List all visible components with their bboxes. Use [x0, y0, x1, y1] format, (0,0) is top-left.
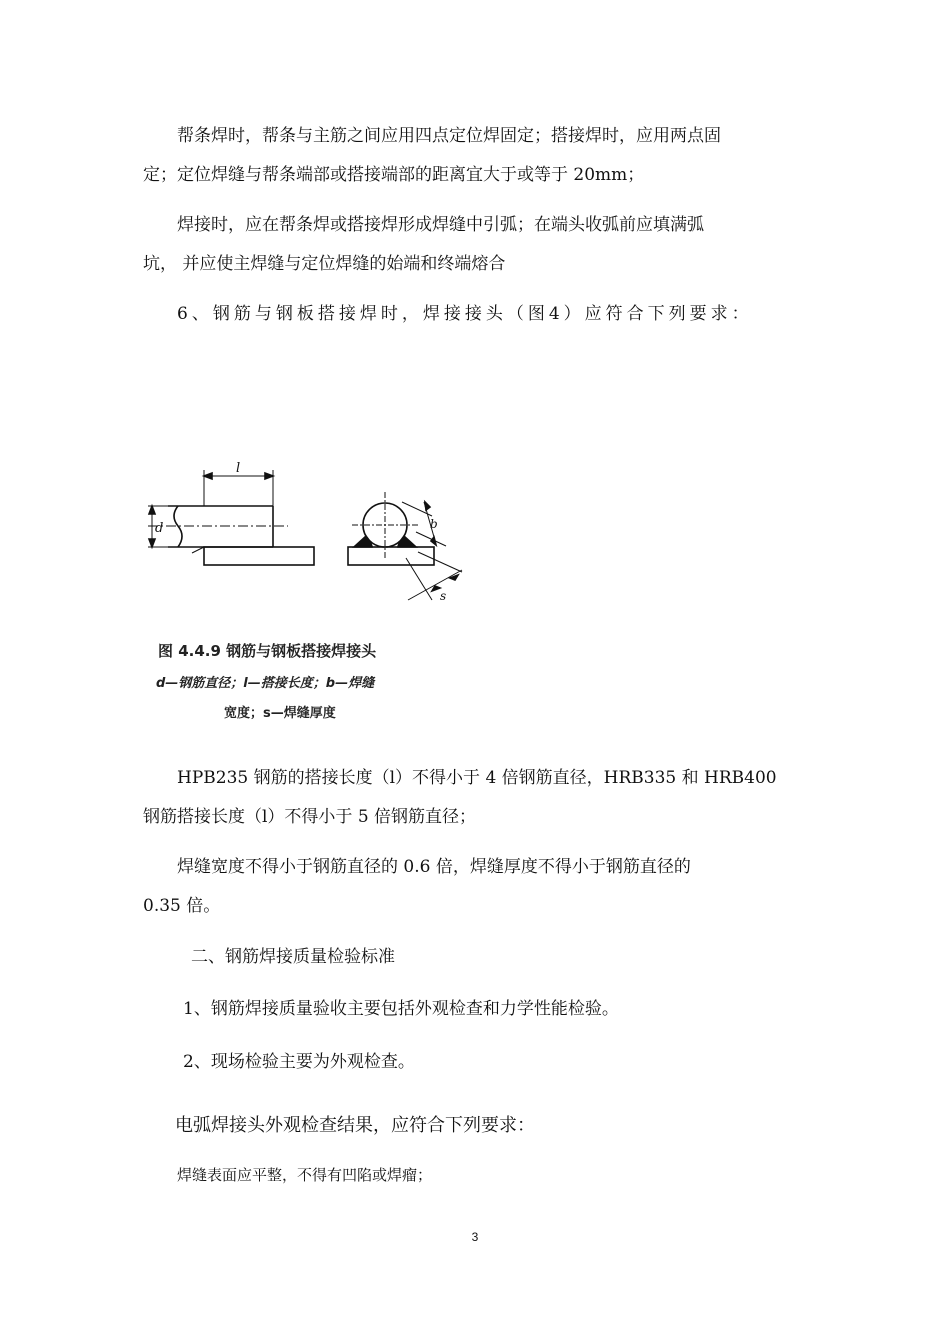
figure-caption-legend-cont: 宽度；s—焊缝厚度	[224, 706, 336, 721]
dim-label-d: d	[155, 521, 164, 536]
text-line: 1、钢筋焊接质量验收主要包括外观检查和力学性能检验。	[183, 999, 619, 1019]
text-line: 0.35 倍。	[143, 896, 221, 916]
dim-label-l: l	[236, 461, 241, 476]
text-line: 电弧焊接头外观检查结果，应符合下列要求：	[175, 1115, 535, 1136]
paragraph-lap-length	[143, 759, 813, 837]
paragraph-item-2	[143, 1043, 813, 1082]
paragraph-weld-width	[143, 848, 813, 926]
section-heading: 二、钢筋焊接质量检验标准	[191, 947, 395, 967]
paragraph-weld-surface	[143, 1156, 813, 1195]
page-number: 3	[471, 1230, 479, 1244]
text-line: 焊接时，应在帮条焊或搭接焊形成焊缝中引弧；在端头收弧前应填满弧	[177, 215, 704, 235]
text-line: 2、现场检验主要为外观检查。	[183, 1052, 415, 1072]
text-line: 焊缝宽度不得小于钢筋直径的 0.6 倍，焊缝厚度不得小于钢筋直径的	[177, 857, 691, 877]
paragraph-plate-lap-weld	[143, 295, 813, 334]
paragraph-tack-weld	[143, 117, 813, 195]
text-line: 帮条焊时，帮条与主筋之间应用四点定位焊固定；搭接焊时，应用两点固	[177, 126, 721, 146]
section-heading-quality	[143, 938, 813, 977]
paragraph-arc-inspection	[143, 1106, 813, 1145]
text-line: 定；定位焊缝与帮条端部或搭接端部的距离宜大于或等于 20mm；	[143, 165, 645, 185]
paragraph-item-1	[143, 990, 813, 1029]
dim-label-s: s	[440, 589, 447, 603]
text-line: 焊缝表面应平整，不得有凹陷或焊瘤；	[177, 1166, 433, 1184]
paragraph-arc-start	[143, 206, 813, 284]
text-line: 6、钢筋与钢板搭接焊时，焊接接头（图4）应符合下列要求：	[177, 304, 753, 324]
figure-caption-legend: d—钢筋直径；l—搭接长度；b—焊缝	[156, 676, 375, 691]
dim-label-b: b	[430, 517, 438, 531]
text-line: 坑， 并应使主焊缝与定位焊缝的始端和终端熔合	[143, 254, 506, 274]
figure-caption-title: 图 4.4.9 钢筋与钢板搭接焊接头	[158, 642, 377, 660]
lap-weld-diagram	[140, 440, 480, 620]
text-line: 钢筋搭接长度（l）不得小于 5 倍钢筋直径；	[143, 807, 477, 827]
text-line: HPB235 钢筋的搭接长度（l）不得小于 4 倍钢筋直径，HRB335 和 HRB400	[177, 768, 777, 788]
lap-weld-figure	[140, 440, 480, 730]
